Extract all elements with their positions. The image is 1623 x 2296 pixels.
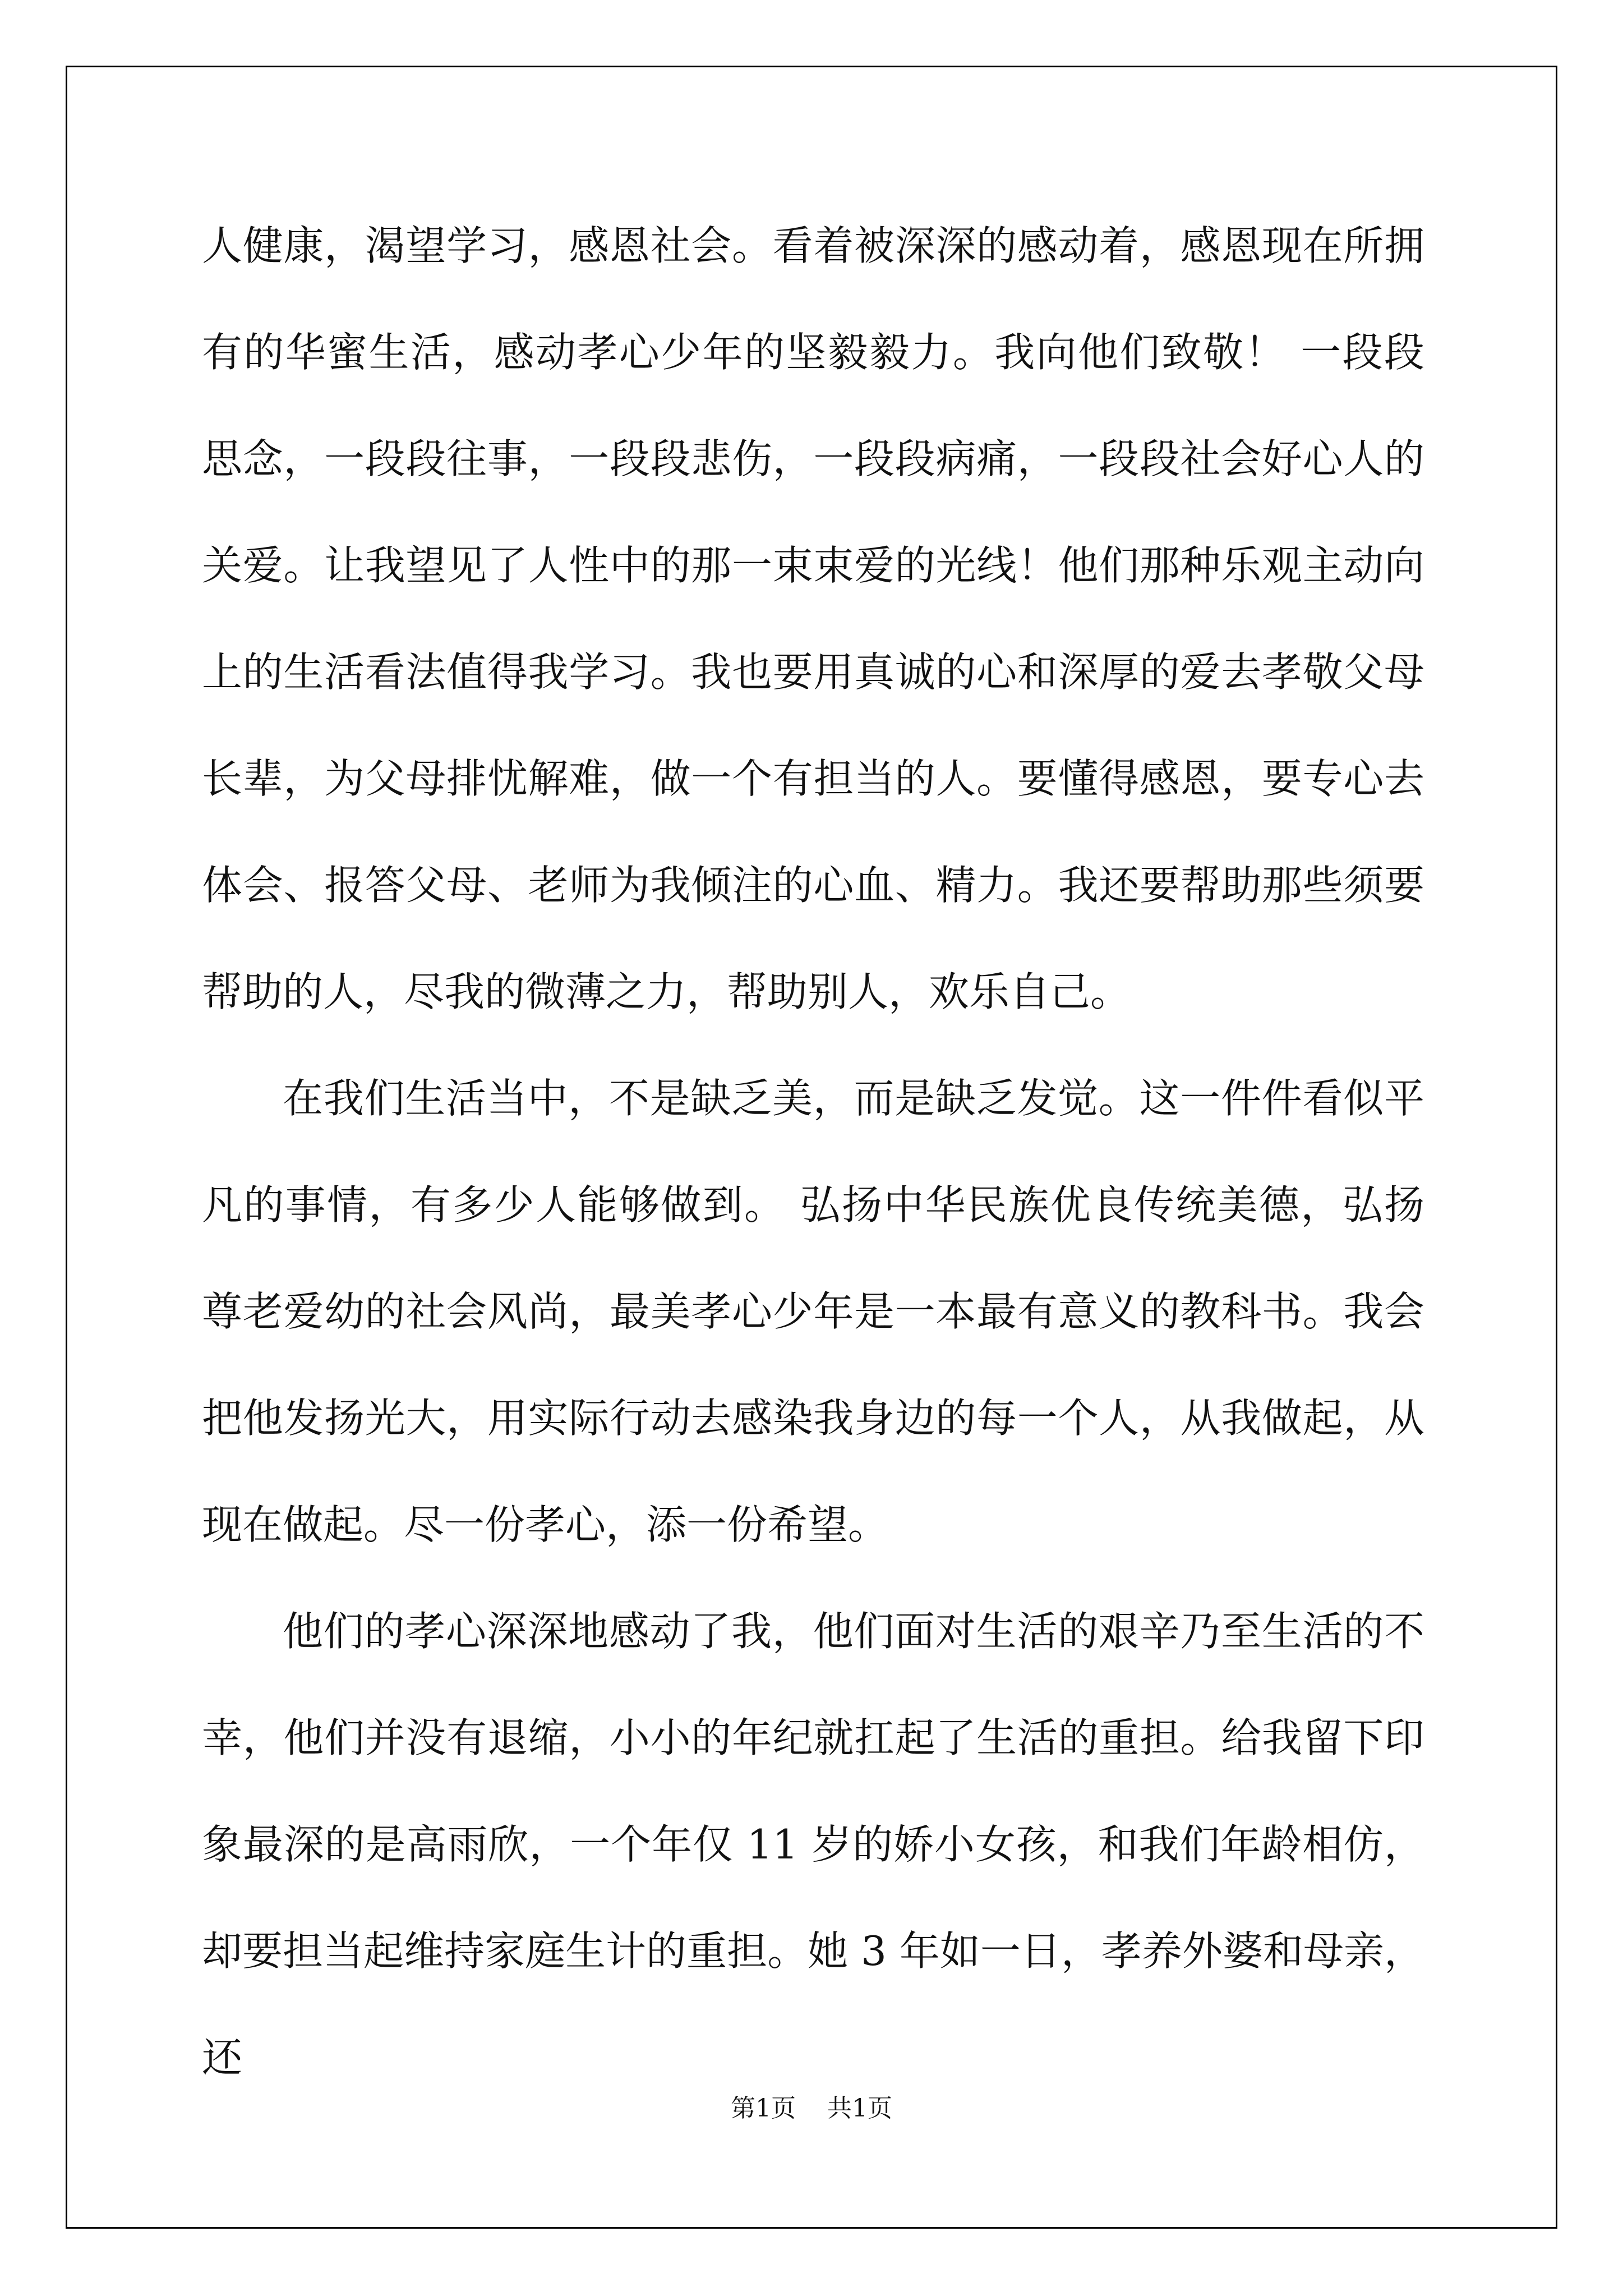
page-number-current: 第1页 <box>731 2094 796 2123</box>
paragraph-1: 人健康，渴望学习，感恩社会。看着被深深的感动着，感恩现在所拥有的华蜜生活，感动孝心少年的坚毅毅力。我向他们致敬！ 一段段思念，一段段往事，一段段悲伤，一段段病痛，一段段社会好心人的关爱。让我望见了人性中的那一束束爱的光线！他们那种乐观主动向上的生活看法值得我学习。我也要用真诚的心和深厚的爱去孝敬父母长辈，为父母排忧解难，做一个有担当的人。要懂得感恩，要专心去体会、报答父母、老师为我倾注的心血、精力。我还要帮助那些须要帮助的人，尽我的微薄之力，帮助别人，欢乐自己。 <box>202 222 1424 1015</box>
paragraph-3: 他们的孝心深深地感动了我，他们面对生活的艰辛乃至生活的不幸，他们并没有退缩，小小的年纪就扛起了生活的重担。给我留下印象最深的是高雨欣，一个年仅 11 岁的娇小女孩，和我们年龄相仿，却要担当起维持家庭生计的重担。她 3 年如一日，孝养外婆和母亲，还 <box>202 1608 1424 2081</box>
paragraph-2: 在我们生活当中，不是缺乏美，而是缺乏发觉。这一件件看似平凡的事情，有多少人能够做到。 弘扬中华民族优良传统美德，弘扬尊老爱幼的社会风尚，最美孝心少年是一本最有意义的教科书。我会把他发扬光大，用实际行动去感染我身边的每一个人，从我做起，从现在做起。尽一份孝心，添一份希望。 <box>202 1075 1424 1548</box>
page-number-total: 共1页 <box>827 2094 892 2123</box>
page-footer <box>0 2088 1623 2124</box>
document-body <box>202 192 1424 2111</box>
